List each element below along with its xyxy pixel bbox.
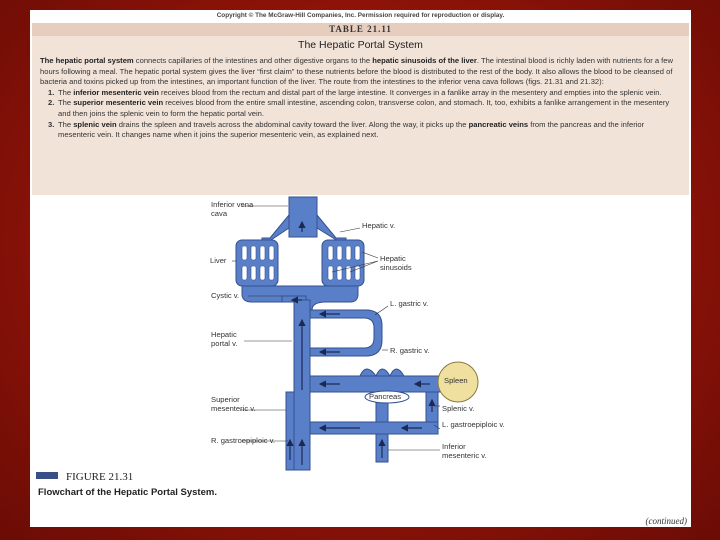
- label-splenic-vein: Splenic v.: [442, 404, 475, 413]
- label-right-gastric-vein: R. gastric v.: [390, 346, 430, 355]
- textbook-page: [30, 10, 691, 527]
- list-item: 2. The superior mesenteric vein receives blood from the entire small intestine, ascending colon, transverse colon, and stomach. It, too, exhibits a fanlike arrangement in the mesentery and then joins the splenic vein to form the hepatic portal vein.: [48, 98, 670, 118]
- label-cystic-vein: Cystic v.: [211, 291, 240, 300]
- continued-note: (continued): [645, 516, 687, 526]
- label-pancreas: Pancreas: [369, 392, 402, 401]
- label-liver: Liver: [210, 256, 227, 265]
- intro-paragraph: The hepatic portal system connects capillaries of the intestines and other digestive organs to the hepatic sinusoids of the liver. The intestinal blood is richly laden with nutrients for a few hours following a meal. The hepatic portal system gives the liver “first claim” to these nutrients before the blood is distributed to the rest of the body. It also allows the blood to be cleansed of bacteria and toxins picked up from the intestines, an important function of the liver. The route from the intestines to the inferior vena cava follows (figs. 21.31 and 21.32):: [40, 56, 673, 87]
- label-hepatic-portal-vein: Hepatic portal v.: [211, 330, 238, 348]
- table-title: The Hepatic Portal System: [298, 39, 423, 51]
- label-spleen: Spleen: [444, 376, 468, 385]
- list-item: 3. The splenic vein drains the spleen and travels across the abdominal cavity toward the liver. Along the way, it picks up the pancreatic veins from the pancreas and the inferior mesenteric vein. It changes name when it joins the superior mesenteric vein, as explained next.: [48, 119, 645, 140]
- label-left-gastric-vein: L. gastric v.: [390, 299, 429, 308]
- pancreatic-veins: [360, 369, 404, 376]
- label-hepatic-sinusoids: Hepatic sinusoids: [380, 254, 412, 272]
- figure-marker: [36, 472, 58, 479]
- label-inferior-mesenteric-vein: Inferior mesenteric v.: [442, 442, 487, 460]
- figure-label: FIGURE 21.31: [66, 471, 134, 483]
- list-item: 1. The inferior mesenteric vein receives blood from the rectum and distal part of the large intestine. It converges in a fanlike array in the mesentery and empties into the splenic vein.: [48, 87, 662, 97]
- hepatic-portal-diagram: [30, 10, 691, 527]
- inferior-vena-cava: [289, 197, 317, 237]
- label-l-gastroepiploic-vein: L. gastroepiploic v.: [442, 420, 505, 429]
- left-gastric-vein: [310, 310, 382, 356]
- table-label: TABLE 21.11: [32, 23, 689, 36]
- copyright-notice: Copyright © The McGraw-Hill Companies, Inc. Permission required for reproduction or display.: [216, 12, 505, 19]
- figure-caption: Flowchart of the Hepatic Portal System.: [38, 487, 217, 498]
- label-r-gastroepiploic-vein: R. gastroepiploic v.: [211, 436, 276, 445]
- label-hepatic-vein: Hepatic v.: [362, 221, 396, 230]
- label-inferior-vena-cava: Inferior vena cava: [211, 200, 254, 218]
- label-superior-mesenteric-vein: Superior mesenteric v.: [211, 395, 256, 413]
